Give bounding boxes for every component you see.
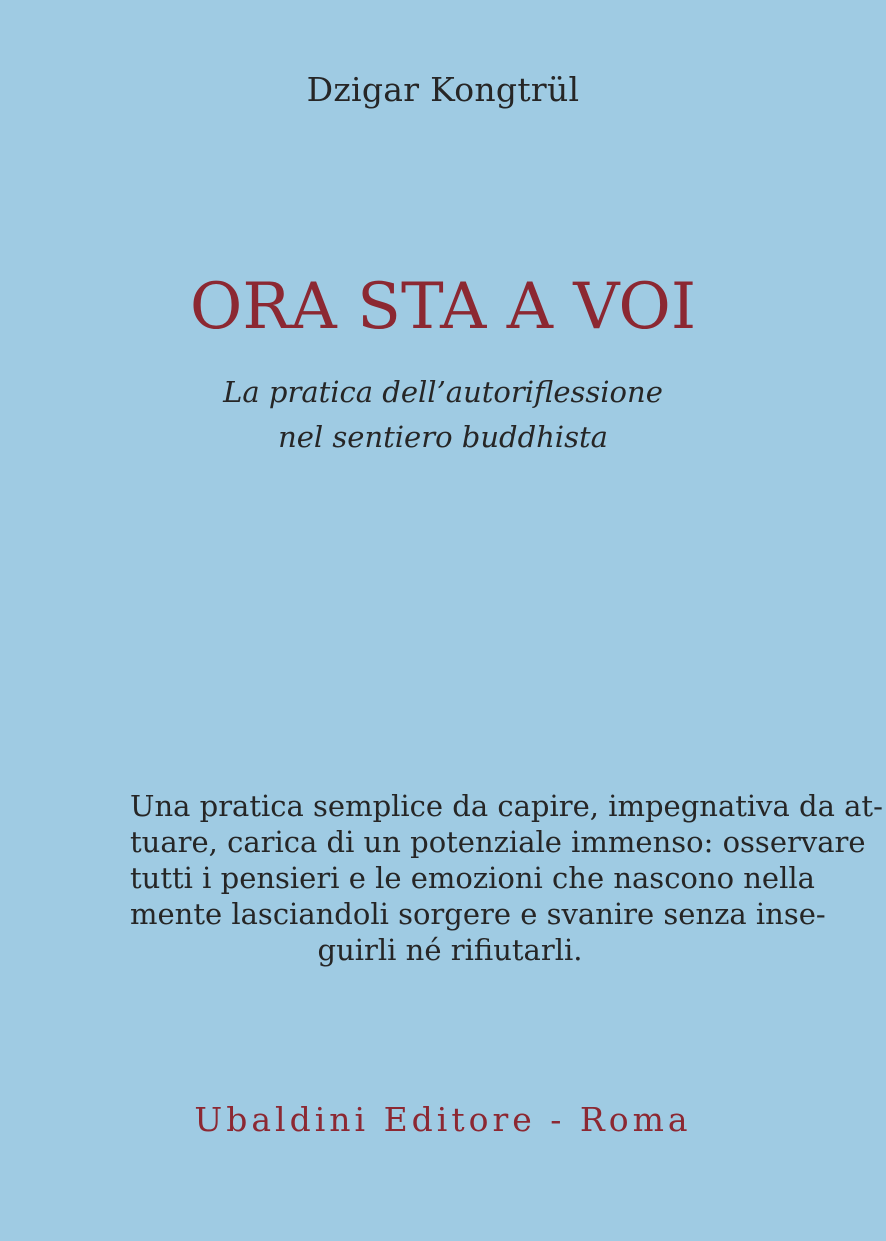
blurb-line-1: Una pratica semplice da capire, impegnativa da at- <box>130 789 883 823</box>
subtitle-line-1: La pratica dell’autoriflessione <box>223 375 663 409</box>
blurb-line-3: tutti i pensieri e le emozioni che nascono nella <box>130 861 815 895</box>
blurb-line-4: mente lasciandoli sorgere e svanire senza inse- <box>130 897 826 931</box>
blurb <box>130 788 883 968</box>
blurb-line-5: guirli né rifiutarli. <box>317 933 583 967</box>
author-name: Dzigar Kongtrül <box>306 70 580 109</box>
book-title: ORA STA A VOI <box>189 270 697 344</box>
blurb-line-2: tuare, carica di un potenziale immenso: osservare <box>130 825 866 859</box>
subtitle-line-2: nel sentiero buddhista <box>278 420 608 454</box>
publisher-name: Ubaldini Editore - Roma <box>194 1100 692 1139</box>
